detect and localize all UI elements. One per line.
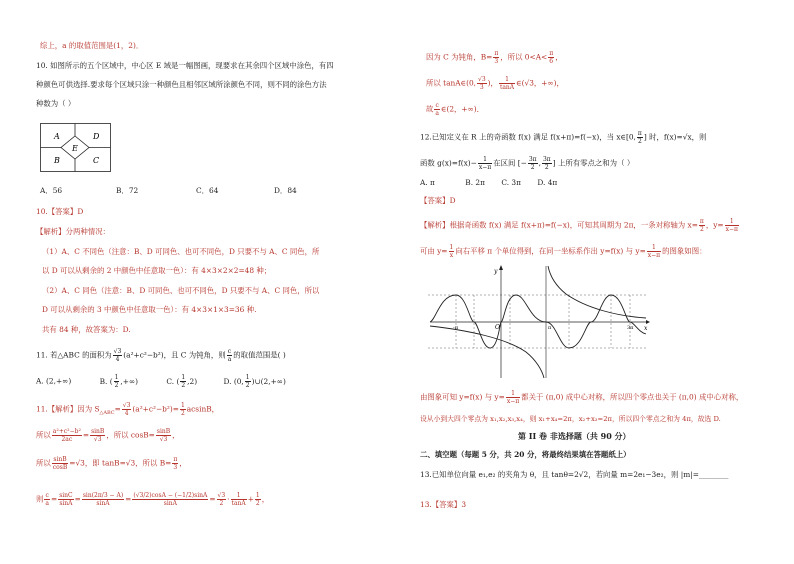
graph-origin: O (495, 324, 500, 331)
q10-analysis-2: （1）A、C 不同色（注意：B、D 可同色、也可不同色，D 只要不与 A、C 同色，所 (42, 247, 320, 256)
r-line-3: 故 $\frac{c}{a}$ ∈(2，+∞)． (426, 102, 485, 117)
function-graph (426, 262, 651, 382)
q10-analysis-6: 共有 84 种，故答案为：D. (42, 325, 131, 334)
q11-analysis-2: 所以 $\frac{\text{a²+c²−b²}}{2ac}$ = $\frac{\sin B}{√3}$ ，所以 cosB= $\frac{\sin B}{√3}$ ， (36, 428, 180, 443)
q11-options (36, 374, 286, 389)
graph-pi: π (548, 325, 552, 331)
q13-stem: 13.已知单位向量 e₁,e₂ 的夹角为 θ，且 tanθ=2√2，若向量 m=2e₁−3e₂，则 |m|=________ (420, 470, 729, 479)
q12-stem-1: 12.已知定义在 R 上的奇函数 f(x) 满足 f(x+π)=f(−x)，当 x∈[0, $\frac{\pi}{2}$ ] 时，f(x)=√x，则 (420, 130, 707, 145)
r-line-2: 所以 tanA∈(0, $\frac{√3}{3}$ )， $\frac{1}{\tan A}$ ∈(√3，+∞)， (426, 76, 564, 91)
graph-y-label: y (494, 268, 498, 275)
y-axis-arrow (499, 265, 503, 270)
q12-answer: 【答案】D (420, 196, 456, 205)
graph-3pi: 3π (627, 325, 634, 331)
q10-analysis-5: D 可以从剩余的 3 中颜色中任意取一色）：有 4×3×1×3=36 种. (42, 305, 257, 314)
q10-text-3: 种数为（ ） (36, 99, 76, 108)
q12-option-c: C. 3π (501, 178, 521, 187)
region-A: A (54, 132, 60, 141)
region-B: B (54, 156, 60, 165)
part-two-title: 第 II 卷 非选择题（共 90 分） (518, 431, 631, 441)
q12-analysis-1: 【解析】根据奇函数 f(x) 满足 f(x+π)=f(−x)，可知其周期为 2π，一条对称轴为 x= $\frac{\pi}{2}$ ，y= $\frac{1}{x-\pi}$ (420, 218, 738, 233)
q11-stem (36, 348, 286, 363)
q12-option-a: A. π (420, 178, 435, 187)
q11-option-a: A. (2,+∞) (36, 376, 72, 386)
conclusion-line: 综上，a 的取值范围是(1，2)． (40, 41, 144, 50)
hyperbola-left (430, 326, 544, 378)
q10-text-1: 10. 如图所示的五个区域中，中心区 E 域是一幅图画，现要求在其余四个区域中涂色，有四 (36, 61, 334, 70)
r-line-1: 因为 C 为钝角，B= $\frac{\pi}{3}$ ，所以 0<A< $\frac{\pi}{6}$ ， (426, 50, 563, 65)
fx-curve (430, 295, 646, 348)
region-C: C (93, 156, 100, 165)
q11-analysis-4: 则 $\frac{c}{a}$ = $\frac{\sin C}{\sin A}$ = $\frac{\sin(2\pi/3 - A)}{\sin A}$ = $\frac{(√3/2)\cos A - (-1/2)\sin A}{\sin A}$ = $\frac{√3}{2}$ · $\frac{1}{\tan A}$ + $\frac{1}{2}$ ， (36, 492, 270, 507)
region-diagram (40, 123, 112, 173)
q10-option-c: C．64 (196, 186, 219, 195)
q12-stem-2: 函数 g(x)=f(x)− $\frac{1}{x-\pi}$ 在区间 [− $\frac{3\pi}{2}$ , $\frac{3\pi}{2}$ ] 上所有零点之和为（ ） (420, 156, 635, 171)
hyperbola-right (548, 266, 646, 318)
q12-options (420, 178, 557, 188)
q11-option-d: D. (0, $\frac{1}{2}$ )∪(2,+∞) (223, 374, 286, 389)
q11-part-c: 的取值范围是( ) (233, 350, 286, 360)
q10-text-2: 种颜色可供选择.要求每个区域只涂一种颜色且相邻区域所涂颜色不同，则不同的涂色方法 (36, 80, 327, 89)
q11-analysis-1: 11.【解析】因为 $S_{\triangle ABC}=$ $\frac{√3}{4}$ (a²+c²−b²)= $\frac{1}{2}$ acsinB， (36, 402, 220, 417)
q12-option-b: B. 2π (465, 178, 485, 187)
q11-option-c: C. ( $\frac{1}{2}$ ,2) (166, 374, 198, 389)
q10-option-b: B．72 (116, 186, 139, 195)
x-axis-arrow (646, 320, 650, 324)
q11-frac-sqrt3-4: $\frac{√3}{4}$ (113, 348, 122, 363)
q12-analysis-2: 可由 y= $\frac{1}{x}$ 向右平移 π 个单位得到，在同一坐标系作出 y=f(x) 与 y= $\frac{1}{x-\pi}$ 的图象如图： (420, 244, 707, 259)
q10-analysis-1: 【解析】分两种情况： (36, 227, 110, 236)
q12-option-d: D. 4π (537, 178, 558, 187)
q11-analysis-3: 所以 $\frac{\sin B}{\cos B}$ =√3，即 tanB=√3，所以 B= $\frac{\pi}{3}$ ， (36, 456, 187, 471)
q11-frac-c-a: $\frac{c}{a}$ (227, 348, 232, 363)
q10-analysis-3: 以 D 可以从剩余的 2 中颜色中任意取一色）：有 4×3×2×2=48 种； (42, 266, 272, 275)
q11-part-b: (a²+c²−b²)，且 C 为钝角，则 (123, 350, 226, 360)
graph-x-label: x (644, 325, 648, 332)
q12-analysis-4: 设从小到大四个零点为 x₁,x₂,x₃,x₄，则 x₁+x₄=2π，x₂+x₃=2π，所以四个零点之和为 4π，故选 D. (420, 415, 721, 423)
q10-analysis-4: （2）A、C 同色（注意：B、D 可同色、也可不同色，D 只要不与 A、C 同色，所以 (42, 286, 320, 295)
graph-neg-pi: -π (453, 325, 458, 331)
q11-part-a: 11. 若△ABC 的面积为 (36, 350, 112, 360)
q11-option-b: B. ( $\frac{1}{2}$ ,+∞) (99, 374, 138, 389)
q12-analysis-3: 由图象可知 y=f(x) 与 y= $\frac{1}{x-\pi}$ 都关于 (π,0) 成中心对称，所以四个零点也关于 (π,0) 成中心对称， (420, 390, 744, 405)
q10-option-d: D．84 (274, 186, 297, 195)
region-E: E (72, 144, 78, 153)
q10-answer: 10.【答案】D (36, 207, 84, 216)
region-D: D (93, 132, 100, 141)
q10-option-a: A．56 (40, 186, 63, 195)
q13-answer: 13.【答案】3 (420, 500, 467, 509)
fill-in-section-title: 二、填空题（每题 5 分，共 20 分，将最终结果填在答题纸上） (420, 450, 631, 459)
